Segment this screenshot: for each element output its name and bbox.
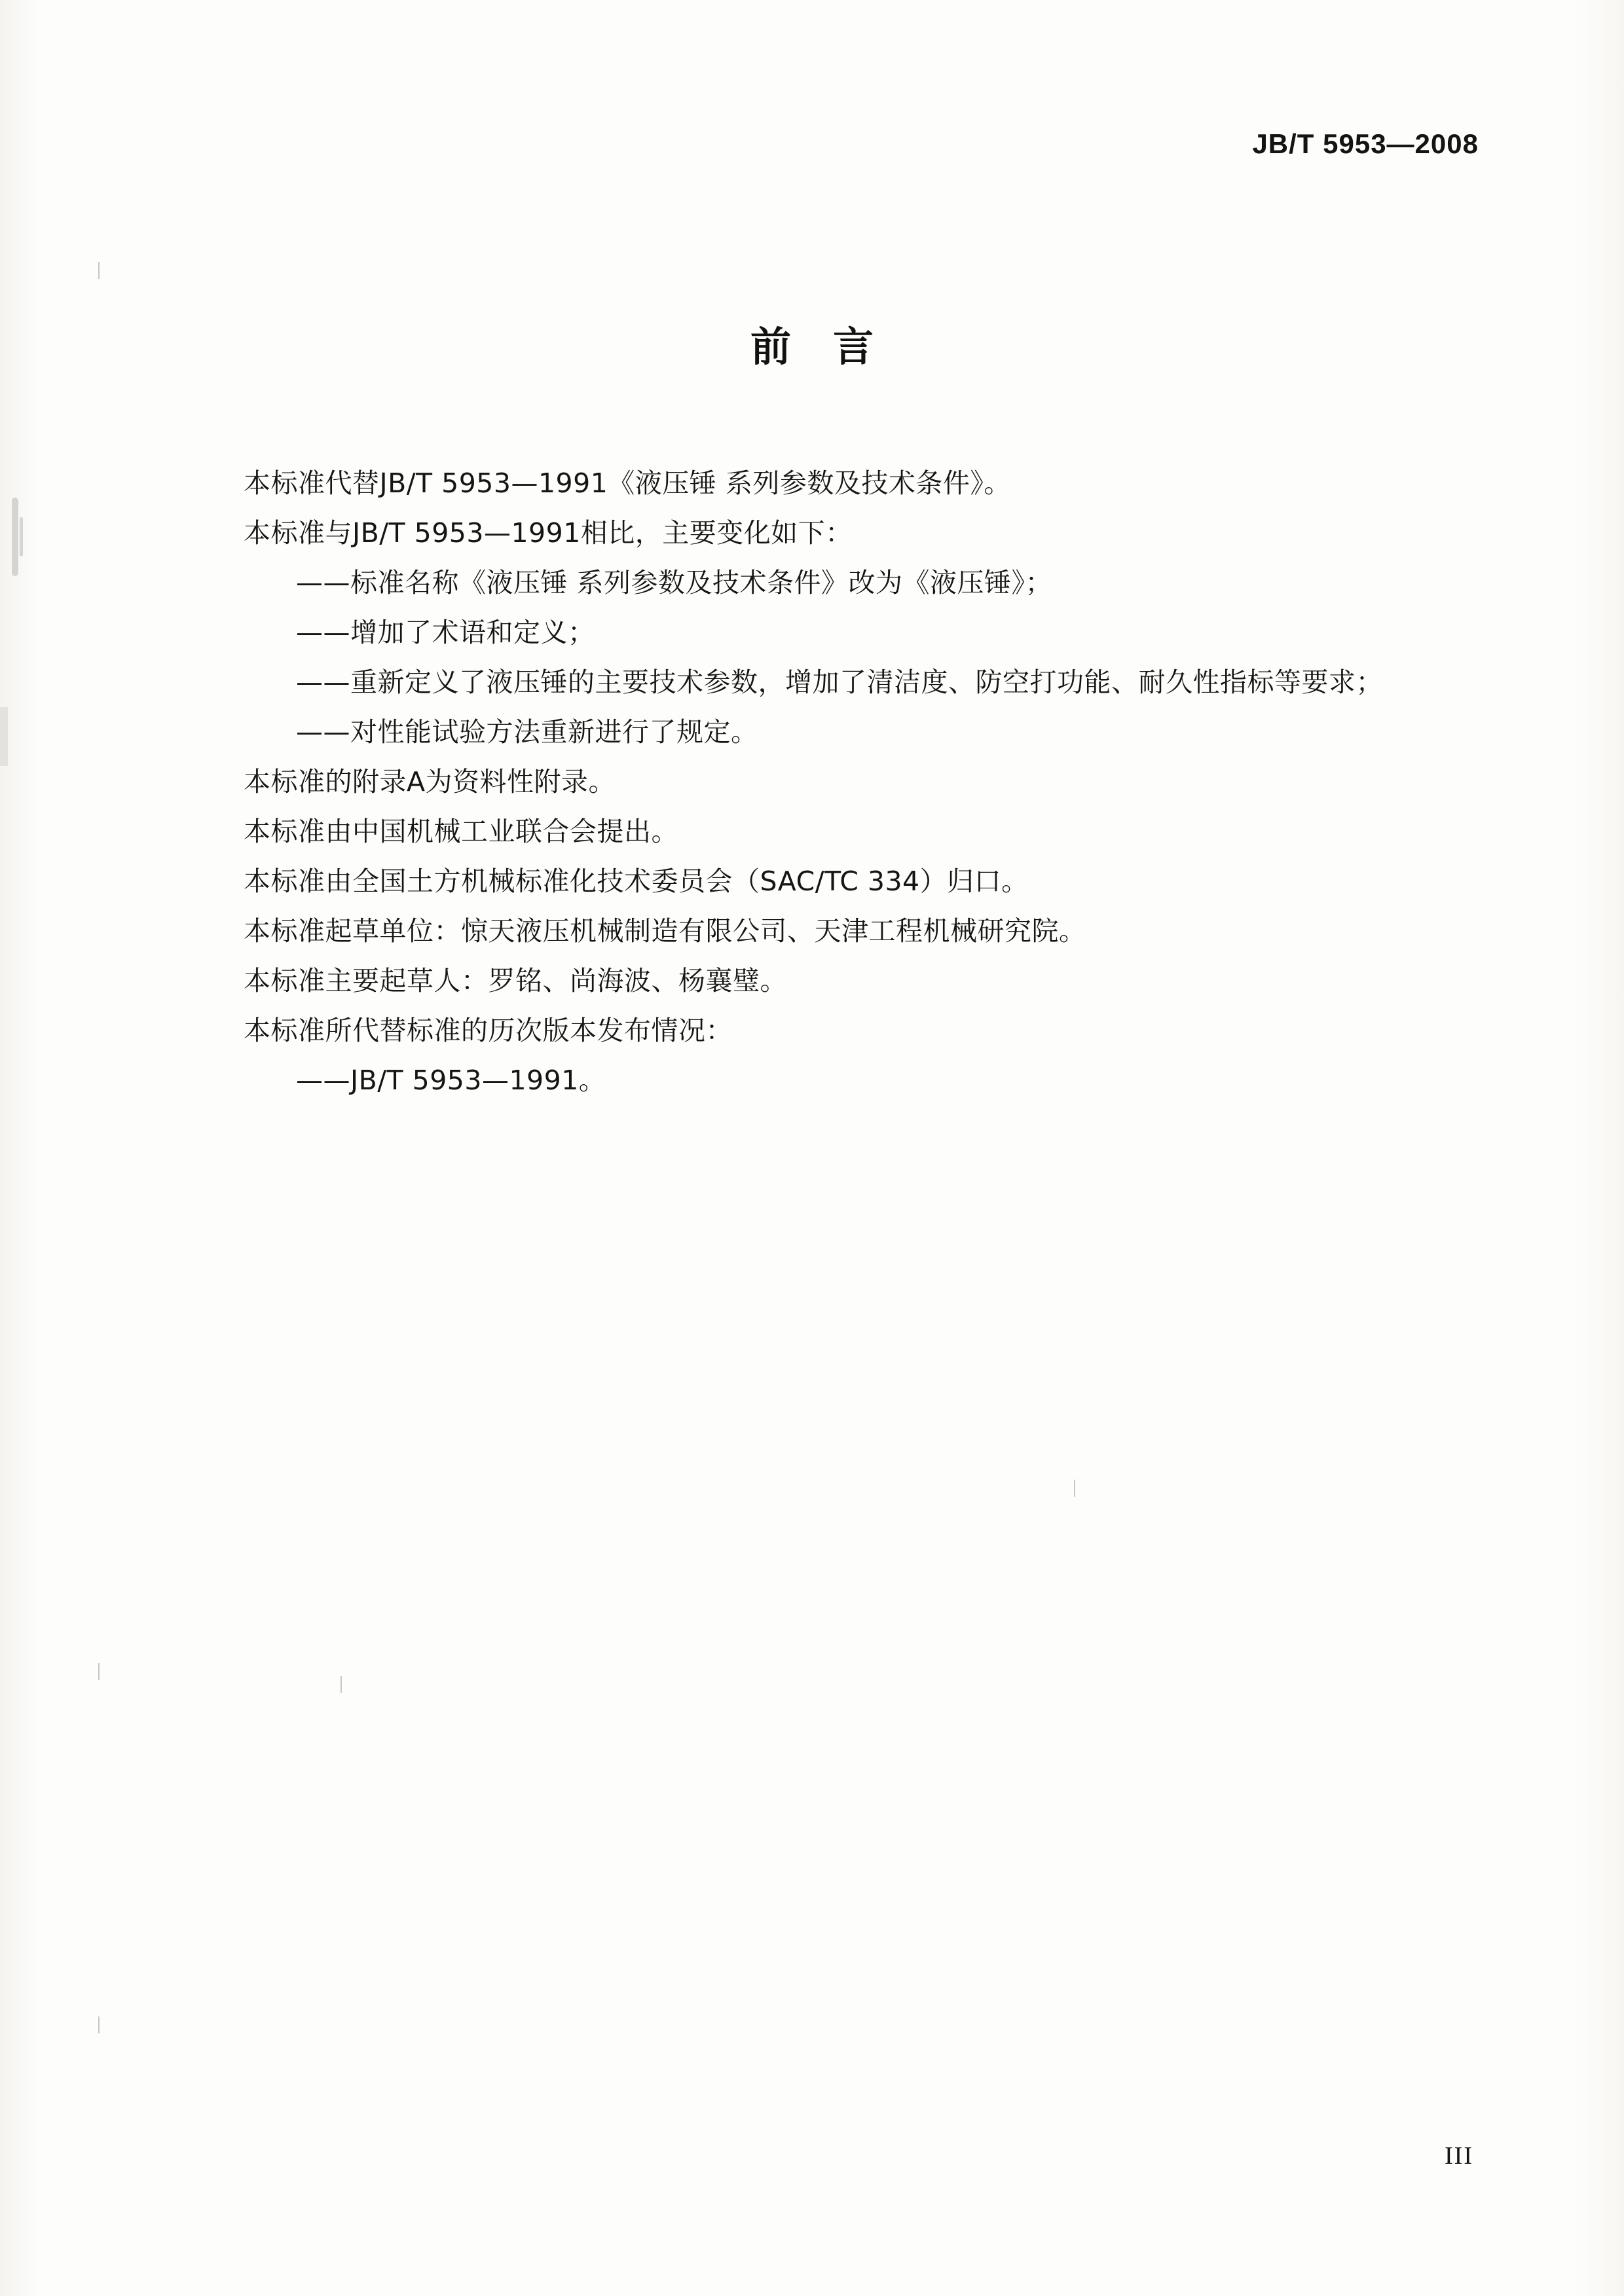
page-title: 前言 — [750, 323, 915, 371]
scan-tick-mark — [98, 2016, 100, 2033]
scan-tick-mark — [98, 262, 100, 279]
paragraph: ——对性能试验方法重新进行了规定。 — [296, 716, 758, 748]
paragraph: 本标准起草单位：惊天液压机械制造有限公司、天津工程机械研究院。 — [244, 915, 1086, 947]
paragraph: ——增加了术语和定义； — [296, 617, 595, 648]
paragraph: 本标准由中国机械工业联合会提出。 — [244, 816, 678, 847]
paragraph: ——重新定义了液压锤的主要技术参数，增加了清洁度、防空打功能、耐久性指标等要求； — [296, 666, 1383, 698]
scan-tick-mark — [1074, 1480, 1075, 1497]
paragraph: 本标准与JB/T 5953—1991相比，主要变化如下： — [244, 517, 853, 549]
paragraph: 本标准所代替标准的历次版本发布情况： — [244, 1015, 733, 1046]
foreword-body — [244, 458, 1422, 1105]
paragraph: 本标准代替JB/T 5953—1991《液压锤 系列参数及技术条件》。 — [244, 467, 1011, 499]
scan-artifact — [12, 498, 18, 576]
paragraph: ——JB/T 5953—1991。 — [296, 1065, 606, 1096]
scan-tick-mark — [341, 1676, 342, 1693]
paragraph: 本标准的附录A为资料性附录。 — [244, 766, 616, 797]
page-number: III — [1445, 2142, 1473, 2170]
page-header-standard-code: JB/T 5953—2008 — [1252, 128, 1479, 159]
paragraph: 本标准由全国土方机械标准化技术委员会（SAC/TC 334）归口。 — [244, 866, 1029, 897]
scan-artifact — [20, 517, 23, 556]
scan-tick-mark — [98, 1663, 100, 1680]
scan-artifact — [0, 707, 8, 766]
paragraph: ——标准名称《液压锤 系列参数及技术条件》改为《液压锤》； — [296, 567, 1053, 598]
paragraph: 本标准主要起草人：罗铭、尚海波、杨襄璧。 — [244, 965, 787, 996]
